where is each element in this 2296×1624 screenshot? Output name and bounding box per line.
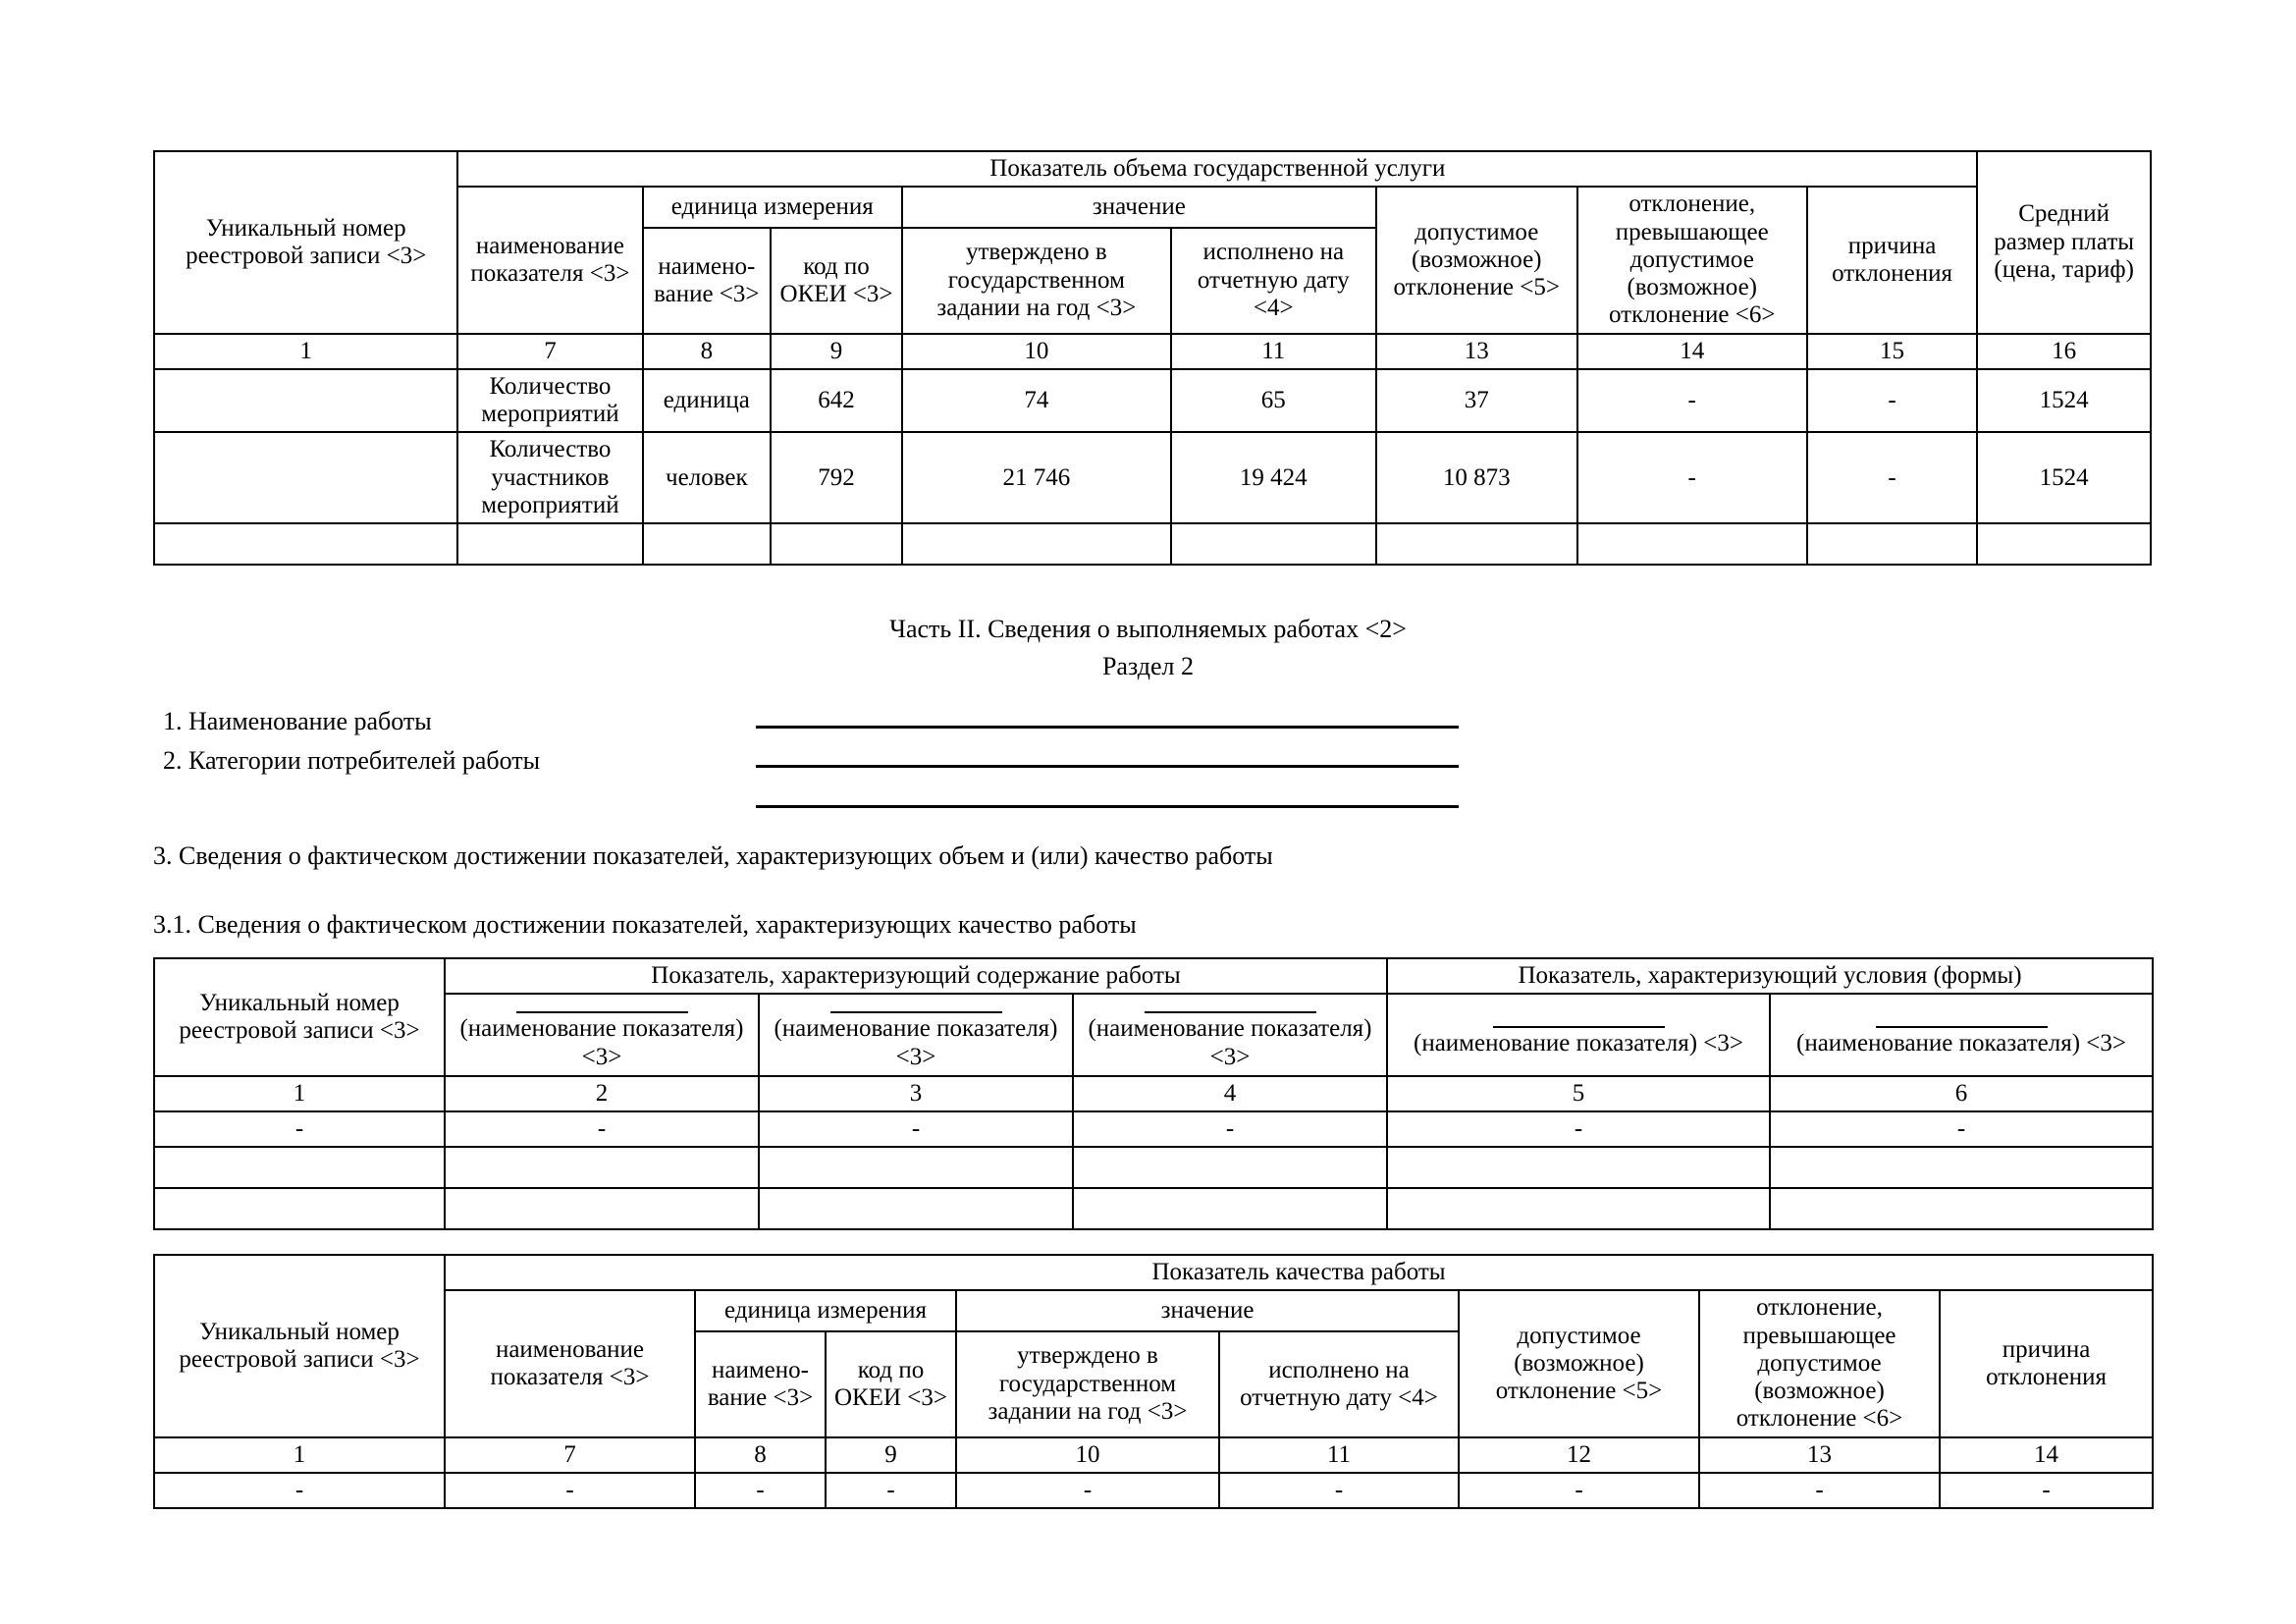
cell-indicator-name	[457, 523, 642, 565]
cell-approved: -	[956, 1473, 1219, 1508]
cell-executed: -	[1219, 1473, 1459, 1508]
work-content-num-1: 1	[154, 1076, 445, 1111]
work-content-num-3: 3	[759, 1076, 1073, 1111]
services-num-16: 16	[1977, 334, 2151, 369]
services-volume-table	[153, 150, 2152, 566]
work-quality-num-8: 8	[695, 1437, 826, 1473]
services-numbering-row	[154, 334, 2151, 369]
cell-okei: 792	[771, 432, 902, 523]
services-num-8: 8	[643, 334, 772, 369]
cell-conditions-1	[1387, 1188, 1770, 1229]
cell-content-1	[445, 1147, 759, 1188]
table-row	[154, 432, 2151, 523]
cell-excess-dev: -	[1699, 1473, 1940, 1508]
cell-content-3	[1073, 1188, 1387, 1229]
cell-conditions-2: -	[1770, 1111, 2153, 1147]
work-name-label: 1. Наименование работы	[163, 707, 432, 735]
work-content-num-6: 6	[1770, 1076, 2153, 1111]
cell-record-number: -	[154, 1111, 445, 1147]
underline-rule	[1145, 1011, 1316, 1013]
work-content-subheader: (наименование показателя) <3>	[1770, 994, 2153, 1076]
work-content-subheader: (наименование показателя) <3>	[445, 994, 759, 1076]
cell-avg-fee: 1524	[1977, 369, 2151, 433]
cell-unit-name	[643, 523, 772, 565]
cell-record-number	[154, 1147, 445, 1188]
work-quality-col-reason: причина отклонения	[1940, 1290, 2153, 1436]
cell-allowed-dev: 37	[1376, 369, 1577, 433]
cell-conditions-2	[1770, 1147, 2153, 1188]
part-heading: Часть II. Сведения о выполняемых работах <2>	[889, 615, 1407, 643]
work-quality-col-record-number: Уникальный номер реестровой записи <3>	[154, 1255, 445, 1437]
underline-rule	[1493, 1026, 1665, 1028]
work-content-numbering-row	[154, 1076, 2153, 1111]
services-col-reason: причина отклонения	[1807, 187, 1978, 333]
services-num-13: 13	[1376, 334, 1577, 369]
work-content-table	[153, 957, 2154, 1230]
cell-conditions-1: -	[1387, 1111, 1770, 1147]
work-quality-num-14: 14	[1940, 1437, 2153, 1473]
cell-unit-name: человек	[643, 432, 772, 523]
cell-reason: -	[1807, 369, 1978, 433]
services-col-volume-indicator: Показатель объема государственной услуги	[457, 151, 1977, 187]
services-num-15: 15	[1807, 334, 1978, 369]
work-quality-col-excess-dev: отклонение, превышающее допустимое (возможное) отклонение <6>	[1699, 1290, 1940, 1436]
cell-unit-name: единица	[643, 369, 772, 433]
cell-indicator-name: Количество мероприятий	[457, 369, 642, 433]
cell-reason: -	[1807, 432, 1978, 523]
cell-okei: 642	[771, 369, 902, 433]
work-name-input-rule[interactable]	[756, 726, 1459, 729]
cell-indicator-name: Количество участников мероприятий	[457, 432, 642, 523]
table-row	[154, 1473, 2153, 1508]
paragraph-3: 3. Сведения о фактическом достижении показателей, характеризующих объем и (или) качество работы	[153, 841, 1273, 870]
underline-rule	[1876, 1026, 2048, 1028]
services-col-okei: код по ОКЕИ <3>	[771, 228, 902, 333]
services-col-allowed-dev: допустимое (возможное) отклонение <5>	[1376, 187, 1577, 333]
services-header-row-1	[154, 151, 2151, 187]
work-categories-input-rule-2[interactable]	[756, 805, 1459, 808]
cell-content-2	[759, 1147, 1073, 1188]
services-num-11: 11	[1171, 334, 1376, 369]
services-col-executed: исполнено на отчетную дату <4>	[1171, 228, 1376, 333]
cell-content-3: -	[1073, 1111, 1387, 1147]
underline-rule	[830, 1011, 1002, 1013]
work-content-col-content-indicator: Показатель, характеризующий содержание работы	[445, 958, 1387, 994]
cell-content-3	[1073, 1147, 1387, 1188]
section-heading: Раздел 2	[1101, 652, 1195, 680]
table-row	[154, 1147, 2153, 1188]
work-content-num-5: 5	[1387, 1076, 1770, 1111]
services-col-indicator-name: наименование показателя <3>	[457, 187, 642, 333]
work-quality-col-okei: код по ОКЕИ <3>	[826, 1331, 956, 1436]
work-quality-num-13: 13	[1699, 1437, 1940, 1473]
cell-okei	[771, 523, 902, 565]
cell-allowed-dev	[1376, 523, 1577, 565]
cell-allowed-dev: -	[1459, 1473, 1699, 1508]
cell-indicator-name: -	[445, 1473, 695, 1508]
services-num-9: 9	[771, 334, 902, 369]
services-num-7: 7	[457, 334, 642, 369]
work-content-col-conditions-indicator: Показатель, характеризующий условия (формы)	[1387, 958, 2153, 994]
work-quality-col-value: значение	[956, 1290, 1459, 1331]
work-categories-label: 2. Категории потребителей работы	[163, 746, 541, 775]
cell-record-number	[154, 523, 457, 565]
paragraph-3-1: 3.1. Сведения о фактическом достижении показателей, характеризующих качество работы	[153, 910, 1137, 939]
cell-executed	[1171, 523, 1376, 565]
cell-record-number	[154, 369, 457, 433]
cell-allowed-dev: 10 873	[1376, 432, 1577, 523]
table-row	[154, 1111, 2153, 1147]
work-content-subheader: (наименование показателя) <3>	[759, 994, 1073, 1076]
underline-rule	[516, 1011, 688, 1013]
cell-content-1	[445, 1188, 759, 1229]
cell-conditions-2	[1770, 1188, 2153, 1229]
cell-unit-name: -	[695, 1473, 826, 1508]
work-content-num-2: 2	[445, 1076, 759, 1111]
cell-content-2	[759, 1188, 1073, 1229]
work-content-subheader: (наименование показателя) <3>	[1387, 994, 1770, 1076]
cell-reason	[1807, 523, 1978, 565]
services-col-unit-name: наимено-вание <3>	[643, 228, 772, 333]
work-quality-header-row-1	[154, 1255, 2153, 1290]
work-quality-col-quality-indicator: Показатель качества работы	[445, 1255, 2153, 1290]
services-col-excess-dev: отклонение, превышающее допустимое (возможное) отклонение <6>	[1577, 187, 1807, 333]
work-content-num-4: 4	[1073, 1076, 1387, 1111]
work-quality-col-indicator-name: наименование показателя <3>	[445, 1290, 695, 1436]
services-num-14: 14	[1577, 334, 1807, 369]
work-quality-num-12: 12	[1459, 1437, 1699, 1473]
cell-content-1: -	[445, 1111, 759, 1147]
services-col-value: значение	[902, 187, 1376, 228]
work-quality-numbering-row	[154, 1437, 2153, 1473]
services-col-record-number: Уникальный номер реестровой записи <3>	[154, 151, 457, 334]
services-col-avg-fee: Средний размер платы (цена, тариф)	[1977, 151, 2151, 334]
work-quality-header-row-2	[154, 1290, 2153, 1331]
cell-conditions-1	[1387, 1147, 1770, 1188]
cell-executed: 65	[1171, 369, 1376, 433]
cell-excess-dev: -	[1577, 369, 1807, 433]
work-quality-num-9: 9	[826, 1437, 956, 1473]
services-num-10: 10	[902, 334, 1171, 369]
cell-avg-fee	[1977, 523, 2151, 565]
cell-excess-dev	[1577, 523, 1807, 565]
cell-okei: -	[826, 1473, 956, 1508]
work-quality-col-allowed-dev: допустимое (возможное) отклонение <5>	[1459, 1290, 1699, 1436]
work-quality-col-approved: утверждено в государственном задании на год <3>	[956, 1331, 1219, 1436]
work-content-col-record-number: Уникальный номер реестровой записи <3>	[154, 958, 445, 1076]
table-row	[154, 1188, 2153, 1229]
work-content-header-row-1	[154, 958, 2153, 994]
services-col-approved: утверждено в государственном задании на год <3>	[902, 228, 1171, 333]
cell-avg-fee: 1524	[1977, 432, 2151, 523]
work-quality-col-unit-name: наимено-вание <3>	[695, 1331, 826, 1436]
work-quality-num-7: 7	[445, 1437, 695, 1473]
work-quality-col-executed: исполнено на отчетную дату <4>	[1219, 1331, 1459, 1436]
cell-record-number: -	[154, 1473, 445, 1508]
cell-record-number	[154, 1188, 445, 1229]
cell-approved	[902, 523, 1171, 565]
cell-record-number	[154, 432, 457, 523]
work-quality-num-10: 10	[956, 1437, 1219, 1473]
services-col-unit: единица измерения	[643, 187, 902, 228]
cell-excess-dev: -	[1577, 432, 1807, 523]
cell-approved: 21 746	[902, 432, 1171, 523]
work-content-header-row-2	[154, 994, 2153, 1076]
cell-executed: 19 424	[1171, 432, 1376, 523]
work-quality-num-11: 11	[1219, 1437, 1459, 1473]
services-num-1: 1	[154, 334, 457, 369]
work-categories-input-rule[interactable]	[756, 765, 1459, 768]
cell-content-2: -	[759, 1111, 1073, 1147]
table-row	[154, 369, 2151, 433]
table-row	[154, 523, 2151, 565]
work-quality-col-unit: единица измерения	[695, 1290, 956, 1331]
work-content-subheader: (наименование показателя) <3>	[1073, 994, 1387, 1076]
work-quality-num-1: 1	[154, 1437, 445, 1473]
cell-approved: 74	[902, 369, 1171, 433]
work-quality-table	[153, 1254, 2154, 1509]
cell-reason: -	[1940, 1473, 2153, 1508]
